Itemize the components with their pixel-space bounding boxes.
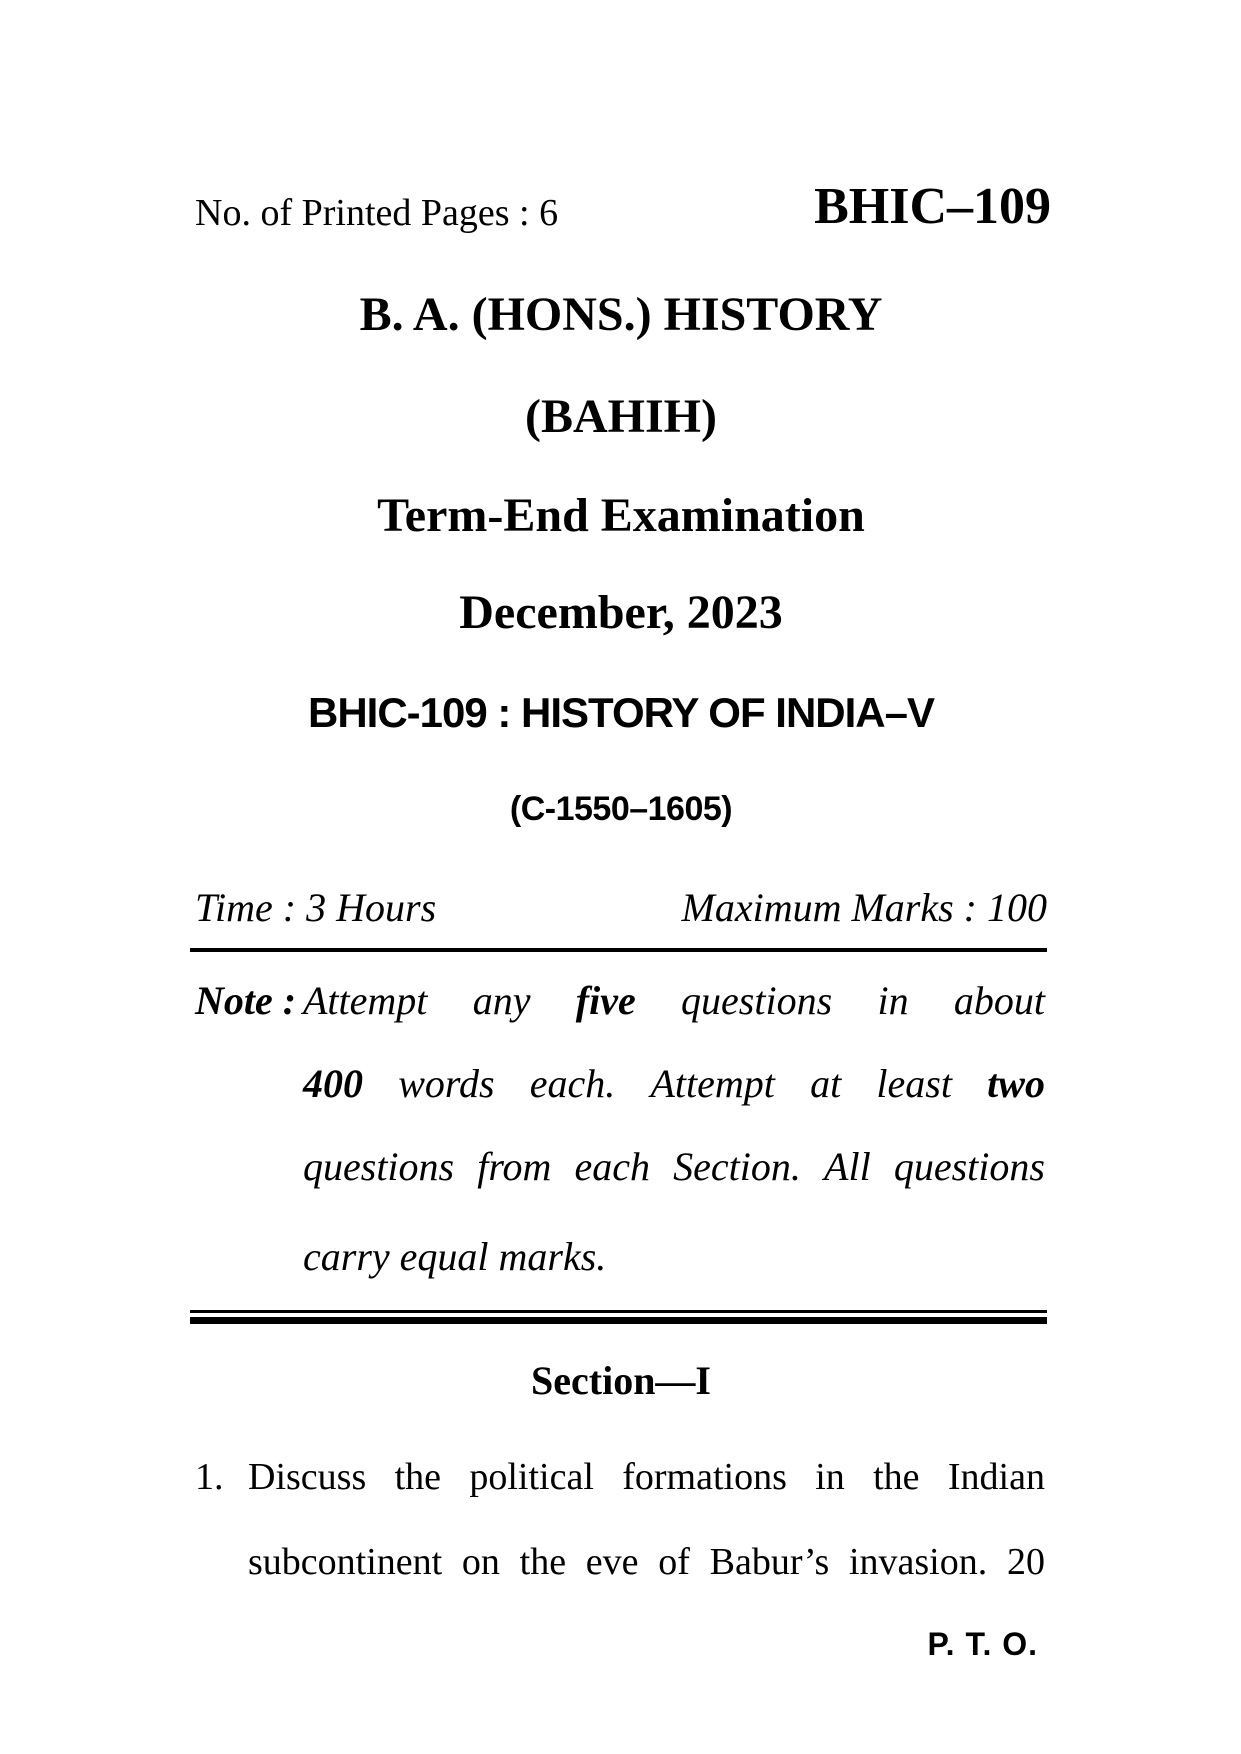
- time-marks-row: [195, 885, 1047, 930]
- note-line-4: carry equal marks.: [303, 1234, 607, 1279]
- question-1-marks: 20: [1006, 1541, 1045, 1583]
- note-line-1: Attempt any five questions in about: [303, 978, 1045, 1023]
- question-1-number: 1.: [195, 1456, 224, 1498]
- maximum-marks: Maximum Marks : 100: [681, 885, 1047, 930]
- course-title: BHIC-109 : HISTORY OF INDIA–V: [307, 689, 935, 736]
- note-label: Note :: [195, 978, 297, 1023]
- note-line-2: 400 words each. Attempt at least two: [303, 1061, 1045, 1106]
- exam-session: December, 2023: [459, 586, 783, 639]
- program-code: (BAHIH): [525, 390, 717, 443]
- printed-pages-label: No. of Printed Pages : 6: [195, 192, 559, 234]
- section-heading: Section—I: [531, 1358, 711, 1403]
- horizontal-rule: [190, 948, 1047, 952]
- question-1-line-1: Discuss the political formations in the Indian: [248, 1456, 1045, 1498]
- exam-title: Term-End Examination: [377, 489, 865, 542]
- double-rule-thick: [190, 1317, 1047, 1324]
- time-allowed: Time : 3 Hours: [195, 885, 437, 930]
- program-title: B. A. (HONS.) HISTORY: [359, 288, 883, 341]
- note-line-3: questions from each Section. All questions: [303, 1144, 1045, 1189]
- pto-label: P. T. O.: [927, 1626, 1038, 1662]
- course-period: (C-1550–1605): [509, 790, 733, 828]
- question-1-line-2: subcontinent on the eve of Babur’s invasion. 20: [248, 1541, 1045, 1583]
- paper-code: BHIC–109: [814, 178, 1051, 235]
- double-rule-thin: [190, 1310, 1047, 1313]
